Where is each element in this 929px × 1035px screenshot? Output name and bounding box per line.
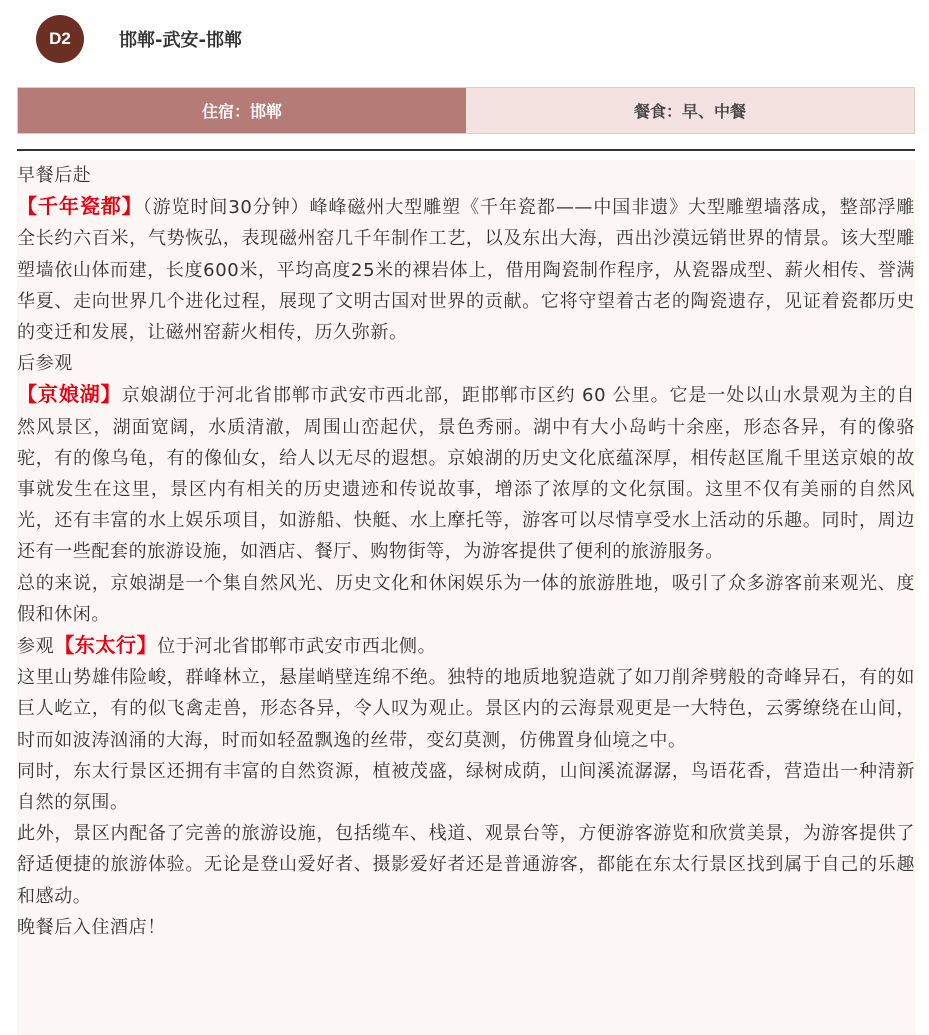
attraction-name-qiannian-cidu: 【千年瓷都】 [17,194,143,219]
attraction-description: 位于河北省邯郸市武安市西北侧。 [157,636,437,658]
route-title: 邯郸-武安-邯郸 [119,30,242,51]
itinerary-content [17,160,915,1035]
visit-prefix: 参观 [17,636,55,658]
attraction-name-dong-taihang: 【东太行】 [54,633,158,658]
paragraph-resources: 同时，东太行景区还拥有丰富的自然资源，植被茂盛，绿树成荫，山间溪流潺潺，鸟语花香，营造出一种清新自然的氛围。 [17,760,915,814]
meals-cell: 餐食：早、中餐 [466,88,914,133]
lodging-cell: 住宿：邯郸 [18,88,466,133]
paragraph-attraction-3 [17,630,915,662]
paragraph-summary: 总的来说，京娘湖是一个集自然风光、历史文化和休闲娱乐为一体的旅游胜地，吸引了众多游客前来观光、度假和休闲。 [17,572,915,625]
paragraph-breakfast: 早餐后赴 [17,165,92,186]
paragraph-then-visit: 后参观 [17,353,73,375]
divider [17,149,915,151]
attraction-description: 京娘湖位于河北省邯郸市武安市西北部，距邯郸市区约 60 公里。它是一处以山水景观为主的自然风景区，湖面宽阔，水质清澈，周围山峦起伏，景色秀丽。湖中有大小岛屿十余座，形态各异，有的像骆驼，有的像乌龟，有的像仙女，给人以无尽的遐想。京娘湖的历史文化底蕴深厚，相传赵匡胤千里送京娘的故事就发生在这里，景区内有相关的历史遗迹和传说故事，增添了浓厚的文化氛围。这里不仅有美丽的自然风光，还有丰富的水上娱乐项目，如游船、快艇、水上摩托等，游客可以尽情享受水上活动的乐趣。同时，周边还有一些配套的旅游设施，如酒店、餐厅、购物街等，为游客提供了便利的旅游服务。 [17,385,915,563]
attraction-description: （游览时间30分钟）峰峰磁州大型雕塑《千年瓷都——中国非遗》大型雕塑墙落成，整部浮雕全长约六百米，气势恢弘，表现磁州窑几千年制作工艺，以及东出大海，西出沙漠远销世界的情景。该大型雕塑墙依山体而建，长度600米，平均高度25米的裸岩体上，借用陶瓷制作程序，从瓷器成型、薪火相传、誉满华夏、走向世界几个进化过程，展现了文明古国对世界的贡献。它将守望着古老的陶瓷遗存，见证着瓷都历史的变迁和发展，让磁州窑薪火相传，历久弥新。 [17,197,915,344]
paragraph-attraction-1 [17,191,915,348]
day-header [36,15,242,63]
attraction-name-jingniang-lake: 【京娘湖】 [17,382,122,407]
info-bar [17,87,915,134]
paragraph-attraction-2 [17,379,915,567]
paragraph-scenery: 这里山势雄伟险峻，群峰林立，悬崖峭壁连绵不绝。独特的地质地貌造就了如刀削斧劈般的奇峰异石，有的如巨人屹立，有的似飞禽走兽，形态各异，令人叹为观止。景区内的云海景观更是一大特色，云雾缭绕在山间，时而如波涛汹涌的大海，时而如轻盈飘逸的丝带，变幻莫测，仿佛置身仙境之中。 [17,667,915,751]
paragraph-hotel: 晚餐后入住酒店！ [17,916,166,938]
day-badge: D2 [36,15,84,63]
paragraph-facilities: 此外，景区内配备了完善的旅游设施，包括缆车、栈道、观景台等，方便游客游览和欣赏美景，为游客提供了舒适便捷的旅游体验。无论是登山爱好者、摄影爱好者还是普通游客，都能在东太行景区找到属于自己的乐趣和感动。 [17,823,915,907]
